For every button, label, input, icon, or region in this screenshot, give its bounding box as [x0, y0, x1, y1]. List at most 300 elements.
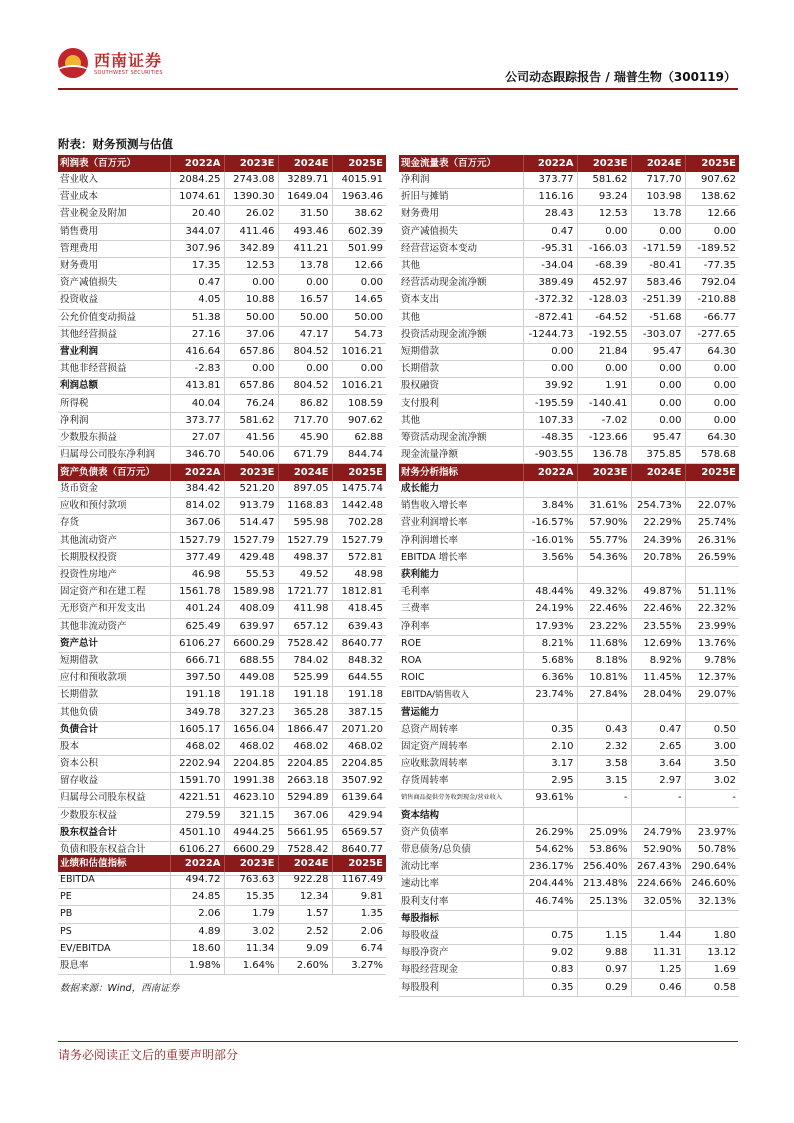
- cell-value: [577, 807, 631, 824]
- cell-value: 12.69%: [631, 635, 685, 652]
- cell-value: 136.78: [577, 447, 631, 464]
- year-header: 2024E: [631, 155, 685, 172]
- cell-value: 50.00: [278, 309, 332, 326]
- cell-value: 11.68%: [577, 635, 631, 652]
- table-row: [399, 549, 739, 566]
- table-row: [58, 790, 386, 807]
- table-row: [58, 447, 386, 464]
- row-label: 其他负债: [58, 704, 170, 721]
- cell-value: 48.44%: [523, 584, 577, 601]
- cell-value: 191.18: [278, 687, 332, 704]
- cell-value: 922.28: [278, 872, 332, 889]
- row-label: 营业利润: [58, 343, 170, 360]
- cashflow-statement-table: [399, 155, 739, 464]
- row-label: 净利润: [58, 412, 170, 429]
- row-label: 管理费用: [58, 240, 170, 257]
- table-row: [399, 910, 739, 927]
- table-row: [58, 240, 386, 257]
- cell-value: 6.74: [332, 940, 386, 957]
- cell-value: 3.50: [685, 756, 739, 773]
- cell-value: 602.39: [332, 223, 386, 240]
- table-row: [399, 172, 739, 189]
- row-label: 销售收入增长率: [399, 498, 523, 515]
- cell-value: -171.59: [631, 240, 685, 257]
- cell-value: 4015.91: [332, 172, 386, 189]
- cell-value: 2663.18: [278, 773, 332, 790]
- row-label: 货币资金: [58, 481, 170, 498]
- cell-value: 1527.79: [332, 532, 386, 549]
- cell-value: 4623.10: [224, 790, 278, 807]
- cell-value: 9.09: [278, 940, 332, 957]
- cell-value: [685, 807, 739, 824]
- cell-value: 581.62: [577, 172, 631, 189]
- cell-value: 22.46%: [577, 601, 631, 618]
- table-row: [58, 412, 386, 429]
- cell-value: 6600.29: [224, 635, 278, 652]
- cell-value: [631, 704, 685, 721]
- cell-value: 86.82: [278, 395, 332, 412]
- cell-value: 1390.30: [224, 189, 278, 206]
- table-row: [399, 876, 739, 893]
- header-divider: [58, 88, 738, 90]
- cell-value: 581.62: [224, 412, 278, 429]
- cell-value: 11.31: [631, 945, 685, 962]
- cell-value: 4501.10: [170, 824, 224, 841]
- cell-value: 51.11%: [685, 584, 739, 601]
- table-row: [399, 566, 739, 583]
- cell-value: 367.06: [278, 807, 332, 824]
- cell-value: 844.74: [332, 447, 386, 464]
- table-row: [58, 618, 386, 635]
- cell-value: 0.46: [631, 979, 685, 996]
- cell-value: 3507.92: [332, 773, 386, 790]
- year-header: 2025E: [685, 464, 739, 481]
- cell-value: 9.81: [332, 889, 386, 906]
- cell-value: -7.02: [577, 412, 631, 429]
- row-label: 营业税金及附加: [58, 206, 170, 223]
- table-row: [58, 721, 386, 738]
- cell-value: 342.89: [224, 240, 278, 257]
- income-statement-table: [58, 155, 386, 464]
- cell-value: -66.77: [685, 309, 739, 326]
- cell-value: 3.02: [224, 923, 278, 940]
- table-row: [399, 635, 739, 652]
- cell-value: 53.86%: [577, 841, 631, 858]
- table-row: [399, 601, 739, 618]
- row-label: 资产负债率: [399, 824, 523, 841]
- cell-value: 0.43: [577, 721, 631, 738]
- table-row: [58, 635, 386, 652]
- cell-value: 3.56%: [523, 549, 577, 566]
- cell-value: 1527.79: [278, 532, 332, 549]
- cell-value: 4.05: [170, 292, 224, 309]
- cell-value: 411.98: [278, 601, 332, 618]
- row-label: 净利润: [399, 172, 523, 189]
- cell-value: 0.00: [523, 361, 577, 378]
- table-row: [58, 515, 386, 532]
- cell-value: 76.24: [224, 395, 278, 412]
- cell-value: 38.62: [332, 206, 386, 223]
- cell-value: 657.86: [224, 343, 278, 360]
- row-label: 每股经营现金: [399, 962, 523, 979]
- cell-value: 578.68: [685, 447, 739, 464]
- cell-value: 804.52: [278, 343, 332, 360]
- cell-value: 8640.77: [332, 635, 386, 652]
- cell-value: 116.16: [523, 189, 577, 206]
- cell-value: 54.62%: [523, 841, 577, 858]
- cell-value: 24.79%: [631, 824, 685, 841]
- cell-value: 213.48%: [577, 876, 631, 893]
- row-label: 应收账款周转率: [399, 756, 523, 773]
- cell-value: 64.30: [685, 343, 739, 360]
- cell-value: 1963.46: [332, 189, 386, 206]
- year-header: 2023E: [577, 464, 631, 481]
- row-label: 每股净资产: [399, 945, 523, 962]
- row-label: 长期股权投资: [58, 549, 170, 566]
- cell-value: 373.77: [523, 172, 577, 189]
- cell-value: 1074.61: [170, 189, 224, 206]
- data-source-note: 数据来源：Wind，西南证券: [60, 983, 180, 994]
- cell-value: 40.04: [170, 395, 224, 412]
- cell-value: 12.66: [685, 206, 739, 223]
- table-row: [58, 498, 386, 515]
- row-label: 固定资产和在建工程: [58, 584, 170, 601]
- cell-value: 2071.20: [332, 721, 386, 738]
- row-label: 获利能力: [399, 566, 523, 583]
- year-header: 2023E: [577, 155, 631, 172]
- table-row: [58, 429, 386, 446]
- cell-value: -372.32: [523, 292, 577, 309]
- cell-value: 12.37%: [685, 670, 739, 687]
- cell-value: 1591.70: [170, 773, 224, 790]
- cell-value: 784.02: [278, 652, 332, 669]
- cell-value: 256.40%: [577, 859, 631, 876]
- cell-value: 62.88: [332, 429, 386, 446]
- cell-value: 64.30: [685, 429, 739, 446]
- cell-value: 897.05: [278, 481, 332, 498]
- year-header: 2025E: [685, 155, 739, 172]
- cell-value: 46.74%: [523, 893, 577, 910]
- cell-value: 3.17: [523, 756, 577, 773]
- cell-value: 307.96: [170, 240, 224, 257]
- table-row: [399, 223, 739, 240]
- cell-value: 279.59: [170, 807, 224, 824]
- cell-value: 93.61%: [523, 790, 577, 807]
- table-header-row: [399, 155, 739, 172]
- cell-value: 0.00: [224, 361, 278, 378]
- cell-value: 1866.47: [278, 721, 332, 738]
- cell-value: 1442.48: [332, 498, 386, 515]
- row-label: 总资产周转率: [399, 721, 523, 738]
- table-row: [58, 275, 386, 292]
- cell-value: 702.28: [332, 515, 386, 532]
- row-label: ROE: [399, 635, 523, 652]
- table-row: [399, 361, 739, 378]
- cell-value: 583.46: [631, 275, 685, 292]
- row-label: 无形资产和开发支出: [58, 601, 170, 618]
- table-row: [58, 172, 386, 189]
- row-label: 其他经营损益: [58, 326, 170, 343]
- cell-value: [523, 807, 577, 824]
- row-label: 营业利润增长率: [399, 515, 523, 532]
- cell-value: 367.06: [170, 515, 224, 532]
- cell-value: 0.00: [224, 275, 278, 292]
- table-row: [399, 447, 739, 464]
- row-label: 少数股东损益: [58, 429, 170, 446]
- cell-value: 688.55: [224, 652, 278, 669]
- row-label: 归属母公司股东净利润: [58, 447, 170, 464]
- cell-value: 12.53: [577, 206, 631, 223]
- table-title: 利润表（百万元）: [58, 155, 170, 172]
- year-header: 2024E: [278, 155, 332, 172]
- cell-value: 0.47: [523, 223, 577, 240]
- cell-value: 3.27%: [332, 957, 386, 974]
- table-row: [58, 549, 386, 566]
- cell-value: -189.52: [685, 240, 739, 257]
- table-header-row: [58, 155, 386, 172]
- cell-value: 0.29: [577, 979, 631, 996]
- row-label: 股息率: [58, 957, 170, 974]
- cell-value: -48.35: [523, 429, 577, 446]
- cell-value: 7528.42: [278, 635, 332, 652]
- cell-value: 1812.81: [332, 584, 386, 601]
- cell-value: -195.59: [523, 395, 577, 412]
- cell-value: 0.75: [523, 927, 577, 944]
- cell-value: 365.28: [278, 704, 332, 721]
- row-label: 存货: [58, 515, 170, 532]
- cell-value: 0.00: [685, 395, 739, 412]
- table-row: [399, 824, 739, 841]
- cell-value: 2.65: [631, 738, 685, 755]
- cell-value: 50.00: [224, 309, 278, 326]
- cell-value: 191.18: [332, 687, 386, 704]
- row-label: 营业成本: [58, 189, 170, 206]
- cell-value: 0.00: [278, 361, 332, 378]
- cell-value: [631, 481, 685, 498]
- table-row: [399, 481, 739, 498]
- cell-value: 494.72: [170, 872, 224, 889]
- cell-value: 377.49: [170, 549, 224, 566]
- table-row: [399, 257, 739, 274]
- cell-value: 1016.21: [332, 343, 386, 360]
- cell-value: [685, 566, 739, 583]
- table-row: [58, 906, 386, 923]
- cell-value: -68.39: [577, 257, 631, 274]
- cell-value: -77.35: [685, 257, 739, 274]
- cell-value: 1.35: [332, 906, 386, 923]
- year-header: 2023E: [224, 855, 278, 872]
- cell-value: 418.45: [332, 601, 386, 618]
- cell-value: 254.73%: [631, 498, 685, 515]
- table-title: 业绩和估值指标: [58, 855, 170, 872]
- cell-value: 639.43: [332, 618, 386, 635]
- cell-value: 50.00: [332, 309, 386, 326]
- row-label: 营运能力: [399, 704, 523, 721]
- cell-value: 666.71: [170, 652, 224, 669]
- cell-value: 1.44: [631, 927, 685, 944]
- cell-value: 21.84: [577, 343, 631, 360]
- table-row: [58, 738, 386, 755]
- row-label: 短期借款: [399, 343, 523, 360]
- table-row: [58, 566, 386, 583]
- cell-value: 95.47: [631, 343, 685, 360]
- cell-value: 0.35: [523, 721, 577, 738]
- cell-value: 2.97: [631, 773, 685, 790]
- row-label: 股权融资: [399, 378, 523, 395]
- cell-value: 50.78%: [685, 841, 739, 858]
- table-row: [399, 189, 739, 206]
- cell-value: 413.81: [170, 378, 224, 395]
- table-row: [399, 773, 739, 790]
- table-header-row: [58, 855, 386, 872]
- row-label: 其他非流动资产: [58, 618, 170, 635]
- cell-value: 49.32%: [577, 584, 631, 601]
- cell-value: -2.83: [170, 361, 224, 378]
- cell-value: 1589.98: [224, 584, 278, 601]
- year-header: 2022A: [170, 855, 224, 872]
- cell-value: 1527.79: [170, 532, 224, 549]
- cell-value: 3.15: [577, 773, 631, 790]
- cell-value: [685, 704, 739, 721]
- table-row: [399, 532, 739, 549]
- table-row: [58, 189, 386, 206]
- table-row: [399, 343, 739, 360]
- cell-value: 344.07: [170, 223, 224, 240]
- row-label: 存货周转率: [399, 773, 523, 790]
- year-header: 2025E: [332, 155, 386, 172]
- cell-value: 0.00: [332, 361, 386, 378]
- row-label: 财务费用: [399, 206, 523, 223]
- cell-value: 0.00: [685, 361, 739, 378]
- row-label: 长期借款: [399, 361, 523, 378]
- cell-value: 848.32: [332, 652, 386, 669]
- row-label: 其他: [399, 257, 523, 274]
- row-label: 资本支出: [399, 292, 523, 309]
- cell-value: 27.16: [170, 326, 224, 343]
- cell-value: -95.31: [523, 240, 577, 257]
- year-header: 2022A: [523, 155, 577, 172]
- cell-value: 449.08: [224, 670, 278, 687]
- table-row: [399, 326, 739, 343]
- cell-value: 6600.29: [224, 841, 278, 858]
- cell-value: 14.65: [332, 292, 386, 309]
- cell-value: 32.13%: [685, 893, 739, 910]
- row-label: 应收和预付款项: [58, 498, 170, 515]
- cell-value: -303.07: [631, 326, 685, 343]
- cell-value: 468.02: [278, 738, 332, 755]
- table-row: [399, 412, 739, 429]
- table-row: [58, 756, 386, 773]
- cell-value: 321.15: [224, 807, 278, 824]
- cell-value: 2743.08: [224, 172, 278, 189]
- table-row: [58, 257, 386, 274]
- cell-value: 22.07%: [685, 498, 739, 515]
- year-header: 2024E: [278, 855, 332, 872]
- cell-value: 103.98: [631, 189, 685, 206]
- cell-value: -210.88: [685, 292, 739, 309]
- cell-value: 29.07%: [685, 687, 739, 704]
- cell-value: 0.00: [631, 361, 685, 378]
- table-row: [399, 893, 739, 910]
- row-label: 长期借款: [58, 687, 170, 704]
- table-row: [399, 292, 739, 309]
- cell-value: 12.66: [332, 257, 386, 274]
- row-label: PS: [58, 923, 170, 940]
- row-label: 资本公积: [58, 756, 170, 773]
- table-row: [399, 721, 739, 738]
- row-label: 支付股利: [399, 395, 523, 412]
- cell-value: 236.17%: [523, 859, 577, 876]
- cell-value: -192.55: [577, 326, 631, 343]
- table-row: [58, 824, 386, 841]
- cell-value: 24.85: [170, 889, 224, 906]
- cell-value: 11.45%: [631, 670, 685, 687]
- cell-value: 373.77: [170, 412, 224, 429]
- table-row: [58, 872, 386, 889]
- cell-value: 468.02: [170, 738, 224, 755]
- cell-value: -1244.73: [523, 326, 577, 343]
- cell-value: 1475.74: [332, 481, 386, 498]
- table-row: [58, 889, 386, 906]
- cell-value: 20.78%: [631, 549, 685, 566]
- row-label: 负债和股东权益合计: [58, 841, 170, 858]
- cell-value: 39.92: [523, 378, 577, 395]
- table-title: 财务分析指标: [399, 464, 523, 481]
- table-row: [399, 979, 739, 996]
- cell-value: 25.74%: [685, 515, 739, 532]
- cell-value: -140.41: [577, 395, 631, 412]
- year-header: 2025E: [332, 464, 386, 481]
- cell-value: 0.00: [332, 275, 386, 292]
- row-label: 其他非经营损益: [58, 361, 170, 378]
- cell-value: 13.78: [278, 257, 332, 274]
- year-header: 2024E: [631, 464, 685, 481]
- cell-value: 7528.42: [278, 841, 332, 858]
- year-header: 2025E: [332, 855, 386, 872]
- cell-value: 5661.95: [278, 824, 332, 841]
- cell-value: 16.57: [278, 292, 332, 309]
- table-row: [399, 841, 739, 858]
- cell-value: -: [577, 790, 631, 807]
- cell-value: 138.62: [685, 189, 739, 206]
- table-row: [58, 361, 386, 378]
- cell-value: 1.79: [224, 906, 278, 923]
- cell-value: 2204.85: [278, 756, 332, 773]
- table-row: [399, 859, 739, 876]
- row-label: 每股指标: [399, 910, 523, 927]
- row-label: 资产减值损失: [58, 275, 170, 292]
- table-row: [399, 206, 739, 223]
- cell-value: 15.35: [224, 889, 278, 906]
- row-label: 投资收益: [58, 292, 170, 309]
- cell-value: 23.99%: [685, 618, 739, 635]
- cell-value: 23.55%: [631, 618, 685, 635]
- table-row: [399, 670, 739, 687]
- table-row: [399, 395, 739, 412]
- row-label: 股利支付率: [399, 893, 523, 910]
- cell-value: [523, 481, 577, 498]
- cell-value: 0.47: [170, 275, 224, 292]
- table-header-row: [58, 464, 386, 481]
- cell-value: -: [631, 790, 685, 807]
- row-label: 流动比率: [399, 859, 523, 876]
- cell-value: 0.58: [685, 979, 739, 996]
- cell-value: 0.00: [631, 378, 685, 395]
- cell-value: -80.41: [631, 257, 685, 274]
- balance-sheet-table: [58, 464, 386, 876]
- cell-value: 12.53: [224, 257, 278, 274]
- cell-value: [523, 566, 577, 583]
